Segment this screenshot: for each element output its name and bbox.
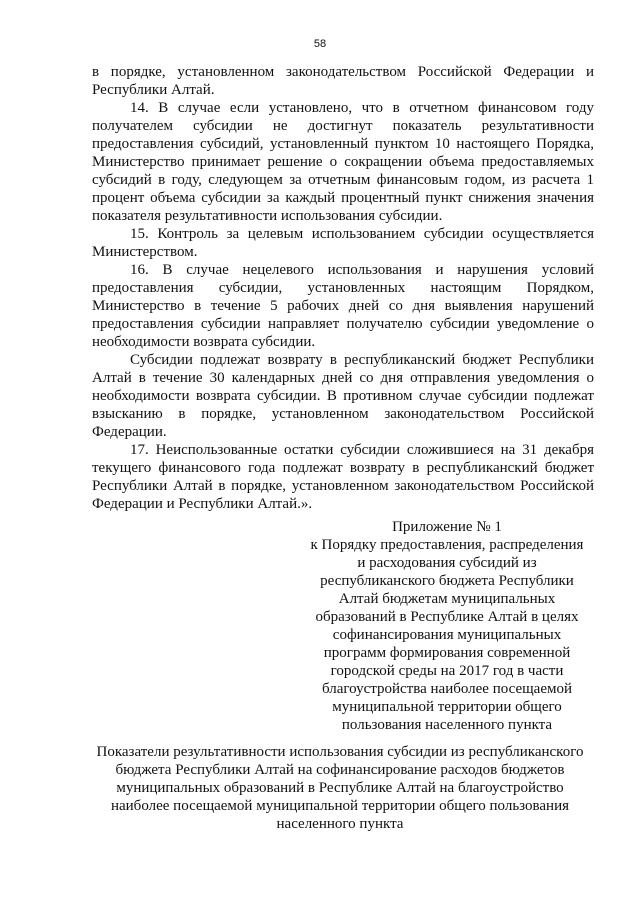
appendix-line: пользования населенного пункта bbox=[341, 717, 553, 733]
page-number: 58 bbox=[313, 38, 327, 50]
appendix-line: и расходования субсидий из bbox=[357, 555, 537, 571]
appendix-line: городской среды на 2017 год в части bbox=[330, 663, 564, 679]
appendix-line: программ формирования современной bbox=[323, 645, 571, 661]
indicators-title-line: населенного пункта bbox=[276, 816, 404, 832]
paragraph-item-15: 15. Контроль за целевым использованием субсидии осуществляется Министерством. bbox=[92, 226, 594, 260]
appendix-line: муниципальной территории общего bbox=[332, 699, 562, 715]
appendix-line: благоустройства наиболее посещаемой bbox=[321, 681, 573, 697]
paragraph-item-16: 16. В случае нецелевого использования и нарушения условий предоставления субсидии, установленных настоящим Порядком, Министерство в течение 5 рабочих дней со дня выявления нарушений предоставления субсидии направляет получателю субсидии уведомление о необходимости возврата субсидии. bbox=[92, 262, 594, 350]
appendix-line: Алтай бюджетам муниципальных bbox=[338, 591, 556, 607]
indicators-title-line: наиболее посещаемой муниципальной территории общего пользования bbox=[110, 798, 570, 814]
appendix-block bbox=[300, 518, 594, 734]
appendix-line: к Порядку предоставления, распределения bbox=[310, 537, 584, 553]
appendix-description bbox=[300, 536, 594, 734]
indicators-title-line: муниципальных образований в Республике Алтай на благоустройство bbox=[116, 780, 564, 796]
paragraph-item-17: 17. Неиспользованные остатки субсидии сложившиеся на 31 декабря текущего финансового года подлежат возврату в республиканский бюджет Республики Алтай в порядке, установленном законодательством Российской Федерации и Республики Алтай.». bbox=[92, 442, 594, 512]
appendix-line: образований в Республике Алтай в целях bbox=[315, 609, 579, 625]
indicators-title-line: Показатели результативности использования субсидии из республиканского bbox=[96, 744, 584, 760]
paragraph-return-terms: Субсидии подлежат возврату в республиканский бюджет Республики Алтай в течение 30 календарных дней со дня отправления уведомления о необходимости возврата субсидии. В противном случае субсидии подлежат взысканию в порядке, установленном законодательством Российской Федерации. bbox=[92, 352, 594, 440]
paragraph-continuation: в порядке, установленном законодательством Российской Федерации и Республики Алтай. bbox=[92, 64, 594, 98]
document-body bbox=[92, 63, 594, 513]
indicators-title-line: бюджета Республики Алтай на софинансирование расходов бюджетов bbox=[115, 762, 565, 778]
appendix-line: софинансирования муниципальных bbox=[332, 627, 562, 643]
appendix-heading: Приложение № 1 bbox=[392, 519, 502, 535]
paragraph-item-14: 14. В случае если установлено, что в отчетном финансовом году получателем субсидии не достигнут показатель результативности предоставления субсидий, установленный пунктом 10 настоящего Порядка, Министерство принимает решение о сокращении объема предоставляемых субсидий в году, следующем за отчетным финансовым годом, из расчета 1 процент объема субсидии за каждый процентный пункт снижения значения показателя результативности использования субсидии. bbox=[92, 100, 594, 224]
indicators-title bbox=[80, 743, 600, 833]
appendix-line: республиканского бюджета Республики bbox=[320, 573, 574, 589]
